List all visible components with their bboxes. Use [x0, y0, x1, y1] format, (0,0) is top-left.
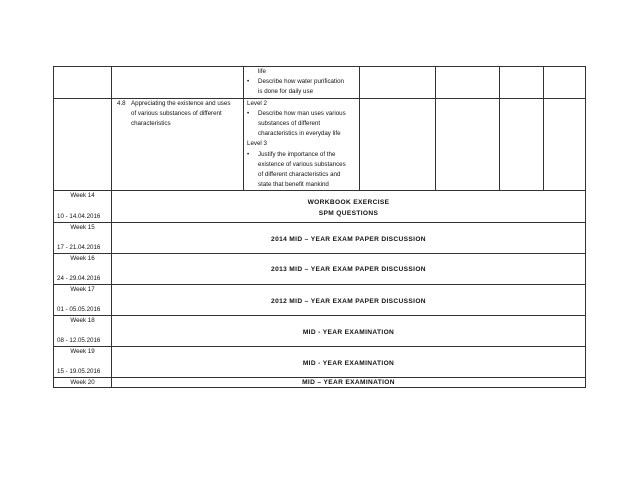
empty-cell	[360, 67, 436, 99]
level-label: Level 3	[247, 140, 267, 148]
activity-cell	[112, 347, 586, 378]
empty-cell	[544, 67, 586, 99]
activity-cell	[112, 316, 586, 347]
empty-cell	[500, 67, 544, 99]
week-date: 10 - 14.04.2016	[57, 213, 101, 221]
empty-cell	[360, 98, 436, 191]
week-label: Week 14	[70, 192, 95, 200]
empty-cell	[544, 98, 586, 191]
activity-cell	[112, 191, 586, 223]
outcome-line: state that benefit mankind	[258, 181, 329, 189]
activity-text: WORKBOOK EXERCISE	[307, 199, 390, 207]
week-date: 17 - 21.04.2016	[57, 244, 101, 252]
week-date: 24 - 29.04.2016	[57, 275, 101, 283]
week-date: 08 - 12.05.2016	[57, 337, 101, 345]
week-row	[54, 223, 586, 254]
outcome-bullet-line	[244, 77, 359, 87]
week-label: Week 17	[70, 286, 95, 294]
activity-text: MID – YEAR EXAMINATION	[112, 378, 586, 388]
continuation-row	[54, 67, 586, 99]
outcome-line: of different characteristics and	[258, 170, 341, 178]
week-cell-empty	[54, 67, 112, 99]
activity-cell	[112, 285, 586, 316]
objective-cell-empty	[112, 67, 244, 99]
level-label: Level 2	[247, 99, 267, 107]
empty-cell	[436, 98, 500, 191]
activity-cell	[112, 223, 586, 254]
outcome-bullet-line	[244, 109, 359, 119]
week-cell	[54, 316, 112, 347]
week-label: Week 16	[70, 255, 95, 263]
objective-line	[112, 119, 243, 129]
week-cell	[54, 347, 112, 378]
outcome-line: Describe how man uses various	[258, 109, 346, 117]
outcome-line: substances of different	[258, 119, 321, 127]
empty-cell	[500, 98, 544, 191]
week-label: Week 19	[70, 348, 95, 356]
week-cell	[54, 191, 112, 223]
week-date: 15 - 19.05.2016	[57, 368, 101, 376]
week-label: Week 15	[70, 224, 95, 232]
outcome-line: is done for daily use	[258, 88, 314, 96]
week-label: Week 18	[70, 317, 95, 325]
objective-line	[112, 109, 243, 119]
outcome-line: characteristics in everyday life	[258, 130, 341, 138]
objective-line	[112, 99, 243, 109]
outcome-line: Describe how water purification	[258, 78, 344, 86]
outcome-line: life	[258, 68, 266, 75]
week-cell	[54, 254, 112, 285]
outcome-cell	[244, 67, 360, 99]
week-cell	[54, 223, 112, 254]
bullet-icon: •	[247, 78, 250, 86]
activity-text: 2014 MID – YEAR EXAM PAPER DISCUSSION	[271, 236, 426, 244]
objective-text: of various substances of different	[131, 109, 222, 117]
outcome-bullet-line	[244, 150, 359, 160]
bullet-icon: •	[247, 150, 250, 158]
activity-text: 2013 MID – YEAR EXAM PAPER DISCUSSION	[271, 266, 426, 274]
outcome-cell	[244, 98, 360, 191]
activity-text: SPM QUESTIONS	[318, 210, 379, 218]
week-row	[54, 378, 586, 388]
week-row	[54, 191, 586, 223]
week-date: 01 - 05.05.2016	[57, 306, 101, 314]
activity-cell	[112, 254, 586, 285]
objective-text: Appreciating the existence and uses	[131, 99, 231, 107]
objective-number: 4.8	[117, 99, 126, 107]
bullet-icon: •	[247, 109, 250, 117]
week-label: Week 20	[54, 378, 112, 388]
activity-text: 2012 MID – YEAR EXAM PAPER DISCUSSION	[271, 298, 426, 306]
week-row	[54, 347, 586, 378]
scheme-of-work-table	[53, 66, 586, 388]
week-row	[54, 316, 586, 347]
empty-cell	[436, 67, 500, 99]
outcome-line: existence of various substances	[258, 160, 346, 168]
objective-text: characteristics	[131, 119, 171, 127]
objective-cell	[112, 98, 244, 191]
week-cell	[54, 285, 112, 316]
week-row	[54, 285, 586, 316]
activity-text: MID - YEAR EXAMINATION	[302, 360, 395, 368]
week-row	[54, 254, 586, 285]
activity-text: MID - YEAR EXAMINATION	[302, 329, 395, 337]
objective-row	[54, 98, 586, 191]
outcome-line: Justify the importance of the	[258, 150, 336, 158]
week-cell-empty	[54, 98, 112, 191]
